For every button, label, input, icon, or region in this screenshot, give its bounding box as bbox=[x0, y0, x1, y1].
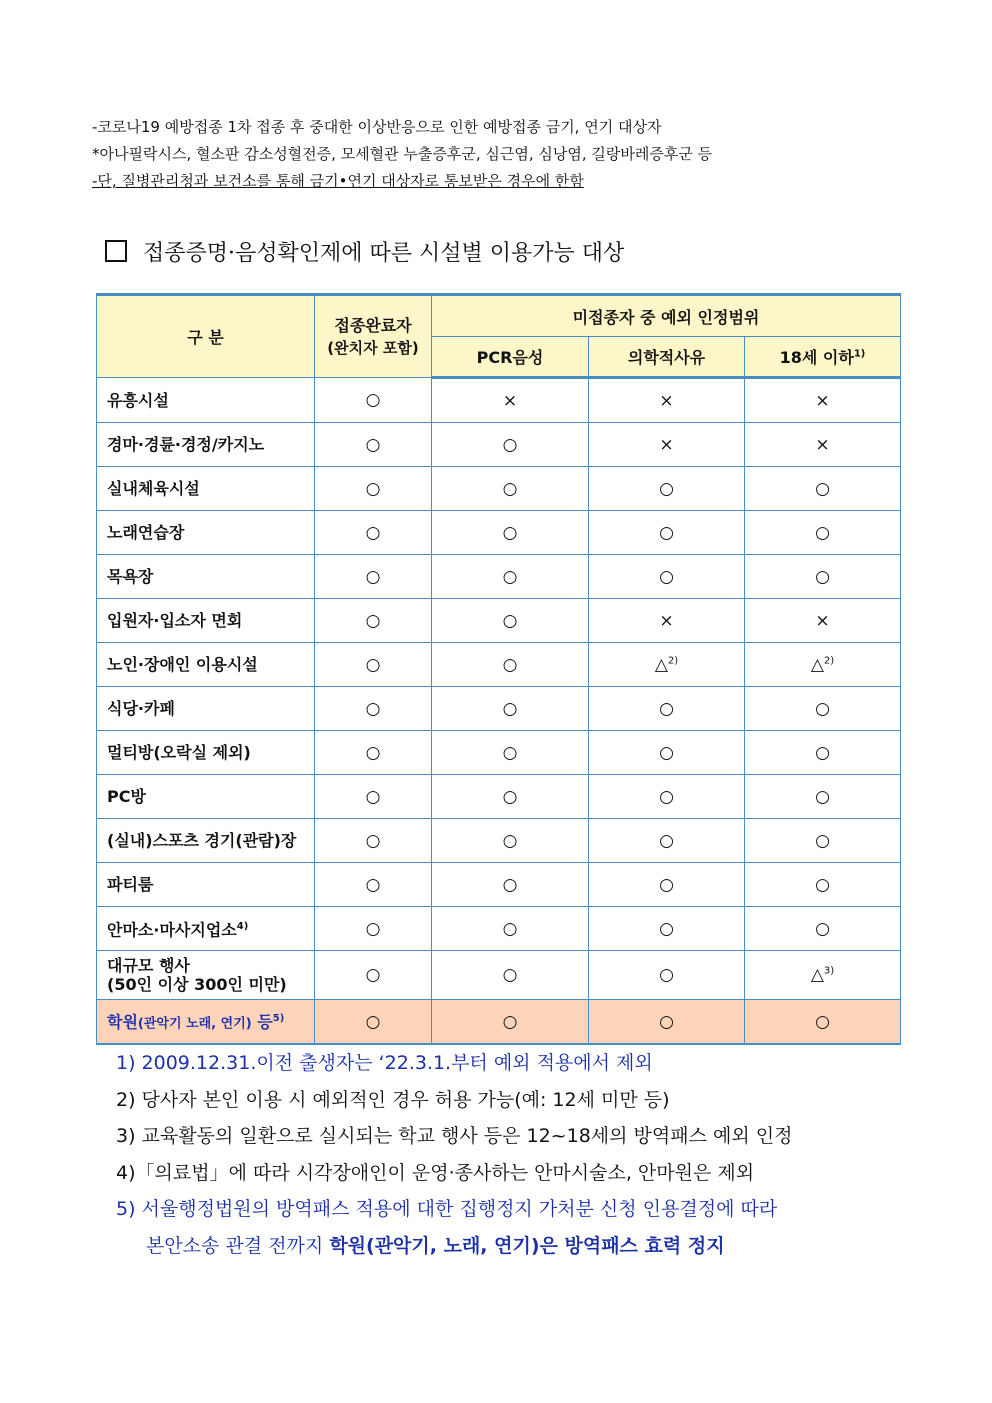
cell-pcr-mark: ○ bbox=[502, 918, 518, 939]
table-row bbox=[97, 1000, 901, 1045]
cell-medical bbox=[589, 555, 745, 599]
cell-under18-mark: ○ bbox=[815, 478, 830, 499]
row-facility bbox=[97, 775, 315, 819]
header-under18-footnote: 1) bbox=[853, 348, 866, 360]
cell-medical bbox=[589, 819, 745, 863]
cell-pcr-mark: ○ bbox=[502, 610, 518, 631]
row-facility bbox=[97, 511, 315, 555]
checkbox-square-icon bbox=[105, 240, 127, 262]
cell-under18-mark: × bbox=[815, 434, 830, 455]
cell-pcr bbox=[432, 643, 589, 687]
row-facility bbox=[97, 863, 315, 907]
row-name-footnote: 5) bbox=[272, 1013, 285, 1025]
row-name: 식당·카페 bbox=[107, 699, 175, 718]
table-row bbox=[97, 819, 901, 863]
cell-medical-mark: ○ bbox=[659, 698, 674, 719]
cell-vaccinated-mark: ○ bbox=[365, 654, 381, 675]
row-name-tail: 등 bbox=[251, 1012, 273, 1032]
cell-vaccinated-mark: ○ bbox=[365, 965, 381, 985]
cell-pcr-mark: ○ bbox=[502, 1011, 518, 1032]
cell-pcr-mark: × bbox=[502, 390, 518, 411]
intro-line-1: -코로나19 예방접종 1차 접종 후 중대한 이상반응으로 인한 예방접종 금기, 연기 대상자 bbox=[92, 118, 662, 136]
cell-under18-mark: ○ bbox=[815, 522, 830, 543]
cell-medical-footnote: 2) bbox=[667, 654, 679, 666]
row-name: 경마·경륜·경정/카지노 bbox=[107, 435, 265, 454]
cell-under18-mark: ○ bbox=[815, 786, 830, 807]
cell-under18-mark: ○ bbox=[815, 566, 830, 587]
cell-under18-mark: × bbox=[815, 610, 830, 631]
cell-medical-mark: × bbox=[659, 610, 674, 631]
cell-medical-mark: ○ bbox=[659, 478, 674, 499]
cell-vaccinated-mark: ○ bbox=[365, 786, 381, 807]
row-name: 안마소·마사지업소 bbox=[107, 920, 237, 940]
facility-table bbox=[96, 293, 901, 1045]
table-row bbox=[97, 951, 901, 1000]
row-facility bbox=[97, 378, 315, 423]
cell-vaccinated-mark: ○ bbox=[365, 434, 381, 455]
cell-pcr bbox=[432, 378, 589, 423]
cell-under18-mark: ○ bbox=[815, 742, 830, 763]
header-category: 구 분 bbox=[97, 295, 315, 378]
cell-medical bbox=[589, 687, 745, 731]
cell-pcr bbox=[432, 731, 589, 775]
table-row bbox=[97, 423, 901, 467]
footnotes bbox=[116, 1045, 916, 1264]
row-facility bbox=[97, 599, 315, 643]
intro-notes bbox=[92, 114, 912, 195]
cell-under18 bbox=[745, 731, 901, 775]
cell-medical bbox=[589, 863, 745, 907]
row-name: 목욕장 bbox=[107, 567, 154, 586]
row-name: 실내체육시설 bbox=[107, 479, 200, 498]
cell-vaccinated-mark: ○ bbox=[365, 566, 381, 587]
row-name: 멀티방(오락실 제외) bbox=[107, 743, 251, 762]
cell-under18-mark: ○ bbox=[815, 1011, 830, 1032]
cell-pcr bbox=[432, 423, 589, 467]
table-row bbox=[97, 378, 901, 423]
cell-medical bbox=[589, 511, 745, 555]
cell-pcr bbox=[432, 599, 589, 643]
table-body bbox=[97, 378, 901, 1045]
cell-vaccinated bbox=[315, 643, 432, 687]
cell-medical-mark: ○ bbox=[659, 830, 674, 851]
cell-pcr-mark: ○ bbox=[502, 742, 518, 763]
cell-pcr bbox=[432, 951, 589, 1000]
cell-vaccinated bbox=[315, 819, 432, 863]
cell-vaccinated bbox=[315, 423, 432, 467]
cell-medical bbox=[589, 951, 745, 1000]
cell-pcr-mark: ○ bbox=[502, 830, 518, 851]
intro-line-2: *아나필락시스, 혈소판 감소성혈전증, 모세혈관 누출증후군, 심근염, 심낭염, 길랑바레증후군 등 bbox=[92, 145, 713, 163]
header-medical: 의학적사유 bbox=[589, 337, 745, 378]
table-row bbox=[97, 731, 901, 775]
cell-vaccinated-mark: ○ bbox=[365, 918, 381, 939]
footnote-5-cont-text: 본안소송 관결 전까지 bbox=[146, 1234, 330, 1257]
cell-under18 bbox=[745, 511, 901, 555]
cell-vaccinated bbox=[315, 555, 432, 599]
table-row bbox=[97, 907, 901, 951]
cell-vaccinated-mark: ○ bbox=[365, 390, 381, 410]
cell-vaccinated bbox=[315, 1000, 432, 1045]
row-facility bbox=[97, 555, 315, 599]
cell-pcr bbox=[432, 863, 589, 907]
cell-pcr-mark: ○ bbox=[502, 698, 518, 719]
cell-under18 bbox=[745, 555, 901, 599]
cell-vaccinated bbox=[315, 599, 432, 643]
cell-medical-mark: × bbox=[659, 390, 674, 411]
row-name: 파티룸 bbox=[107, 875, 154, 894]
cell-vaccinated bbox=[315, 731, 432, 775]
table-row bbox=[97, 687, 901, 731]
row-facility bbox=[97, 819, 315, 863]
row-name-footnote: 4) bbox=[236, 921, 249, 933]
row-name: 노래연습장 bbox=[107, 523, 185, 542]
table-row bbox=[97, 863, 901, 907]
cell-vaccinated bbox=[315, 511, 432, 555]
cell-vaccinated-mark: ○ bbox=[365, 478, 381, 499]
header-under18-label: 18세 이하 bbox=[779, 348, 854, 367]
cell-pcr-mark: ○ bbox=[502, 874, 518, 895]
cell-under18 bbox=[745, 599, 901, 643]
cell-medical bbox=[589, 599, 745, 643]
cell-under18-mark: × bbox=[815, 390, 830, 411]
cell-pcr-mark: ○ bbox=[502, 566, 518, 587]
cell-under18-mark: △ bbox=[810, 965, 824, 985]
row-facility bbox=[97, 731, 315, 775]
cell-pcr bbox=[432, 467, 589, 511]
cell-pcr-mark: ○ bbox=[502, 522, 518, 543]
table-row bbox=[97, 775, 901, 819]
header-exception-group: 미접종자 중 예외 인정범위 bbox=[432, 295, 901, 337]
cell-medical-mark: △ bbox=[654, 654, 668, 675]
header-pcr: PCR음성 bbox=[432, 337, 589, 378]
footnote-5: 5) 서울행정법원의 방역패스 적용에 대한 집행정지 가처분 신청 인용결정에 따라 bbox=[116, 1198, 778, 1220]
header-vaccinated-sub: (완치자 포함) bbox=[327, 338, 419, 357]
cell-medical-mark: ○ bbox=[659, 786, 674, 807]
row-facility bbox=[97, 1000, 315, 1045]
cell-medical-mark: ○ bbox=[659, 566, 674, 587]
cell-medical bbox=[589, 643, 745, 687]
intro-line-3: -단, 질병관리청과 보건소를 통해 금기•연기 대상자로 통보받은 경우에 한함 bbox=[92, 172, 584, 190]
cell-medical bbox=[589, 907, 745, 951]
row-name-line2: (50인 이상 300인 미만) bbox=[107, 975, 287, 994]
cell-vaccinated-mark: ○ bbox=[365, 742, 381, 763]
table-row bbox=[97, 643, 901, 687]
cell-vaccinated-mark: ○ bbox=[365, 830, 381, 851]
cell-under18-footnote: 2) bbox=[823, 654, 835, 666]
footnote-3: 3) 교육활동의 일환으로 실시되는 학교 행사 등은 12~18세의 방역패스 예외 인정 bbox=[116, 1125, 793, 1147]
cell-pcr-mark: ○ bbox=[502, 965, 518, 985]
cell-vaccinated bbox=[315, 467, 432, 511]
cell-medical-mark: ○ bbox=[659, 874, 674, 895]
cell-under18 bbox=[745, 687, 901, 731]
table-row bbox=[97, 555, 901, 599]
cell-medical-mark: ○ bbox=[659, 742, 674, 763]
cell-medical bbox=[589, 731, 745, 775]
footnote-5-bold-text: 학원(관악기, 노래, 연기)은 방역패스 효력 정지 bbox=[329, 1234, 725, 1257]
row-name: 노인·장애인 이용시설 bbox=[107, 655, 258, 674]
cell-pcr bbox=[432, 511, 589, 555]
table-row bbox=[97, 511, 901, 555]
section-heading-text: 접종증명·음성확인제에 따른 시설별 이용가능 대상 bbox=[143, 241, 625, 266]
cell-under18-footnote: 3) bbox=[823, 965, 835, 977]
row-facility bbox=[97, 907, 315, 951]
cell-under18 bbox=[745, 378, 901, 423]
cell-pcr bbox=[432, 687, 589, 731]
table-row bbox=[97, 599, 901, 643]
cell-under18 bbox=[745, 423, 901, 467]
cell-vaccinated-mark: ○ bbox=[365, 610, 381, 631]
cell-under18 bbox=[745, 863, 901, 907]
row-name: 입원자·입소자 면회 bbox=[107, 611, 243, 630]
header-vaccinated-label: 접종완료자 bbox=[334, 315, 412, 335]
cell-medical bbox=[589, 423, 745, 467]
cell-under18 bbox=[745, 1000, 901, 1045]
cell-vaccinated bbox=[315, 775, 432, 819]
row-facility bbox=[97, 423, 315, 467]
cell-vaccinated bbox=[315, 951, 432, 1000]
cell-medical-mark: ○ bbox=[659, 1011, 674, 1032]
cell-under18-mark: ○ bbox=[815, 874, 830, 895]
cell-under18 bbox=[745, 951, 901, 1000]
cell-pcr-mark: ○ bbox=[502, 434, 518, 455]
row-name-detail: (관악기 노래, 연기) bbox=[137, 1016, 252, 1032]
cell-under18-mark: ○ bbox=[815, 918, 830, 939]
cell-vaccinated-mark: ○ bbox=[365, 1011, 381, 1032]
cell-under18-mark: ○ bbox=[815, 698, 830, 719]
row-name: 학원 bbox=[107, 1012, 138, 1032]
cell-medical-mark: ○ bbox=[659, 522, 674, 543]
cell-medical bbox=[589, 467, 745, 511]
cell-medical bbox=[589, 1000, 745, 1045]
header-under18 bbox=[745, 337, 901, 378]
row-facility bbox=[97, 643, 315, 687]
cell-medical bbox=[589, 775, 745, 819]
cell-vaccinated-mark: ○ bbox=[365, 522, 381, 543]
cell-pcr bbox=[432, 907, 589, 951]
cell-pcr bbox=[432, 555, 589, 599]
cell-pcr bbox=[432, 775, 589, 819]
cell-pcr-mark: ○ bbox=[502, 654, 518, 675]
cell-vaccinated-mark: ○ bbox=[365, 698, 381, 719]
cell-medical bbox=[589, 378, 745, 423]
header-vaccinated bbox=[315, 295, 432, 378]
cell-vaccinated bbox=[315, 687, 432, 731]
cell-pcr-mark: ○ bbox=[502, 478, 518, 499]
footnote-2: 2) 당사자 본인 이용 시 예외적인 경우 허용 가능(예: 12세 미만 등) bbox=[116, 1088, 670, 1111]
cell-medical-mark: × bbox=[659, 434, 674, 455]
cell-vaccinated bbox=[315, 907, 432, 951]
cell-vaccinated-mark: ○ bbox=[365, 874, 381, 895]
table-row bbox=[97, 467, 901, 511]
row-name: 대규모 행사 bbox=[107, 956, 190, 975]
section-heading bbox=[105, 236, 624, 267]
footnote-1: 1) 2009.12.31.이전 출생자는 ‘22.3.1.부터 예외 적용에서 제외 bbox=[116, 1052, 653, 1074]
row-facility bbox=[97, 951, 315, 1000]
cell-medical-mark: ○ bbox=[659, 918, 674, 939]
row-name: PC방 bbox=[107, 787, 146, 806]
row-name: (실내)스포츠 경기(관람)장 bbox=[107, 831, 297, 850]
cell-pcr-mark: ○ bbox=[502, 786, 518, 807]
footnote-4: 4)「의료법」에 따라 시각장애인이 운영·종사하는 안마시술소, 안마원은 제외 bbox=[116, 1161, 755, 1184]
cell-under18 bbox=[745, 819, 901, 863]
cell-pcr bbox=[432, 819, 589, 863]
cell-vaccinated bbox=[315, 378, 432, 423]
cell-under18-mark: △ bbox=[810, 654, 824, 675]
row-facility bbox=[97, 467, 315, 511]
row-name: 유흥시설 bbox=[107, 390, 169, 410]
cell-vaccinated bbox=[315, 863, 432, 907]
row-facility bbox=[97, 687, 315, 731]
cell-under18 bbox=[745, 643, 901, 687]
cell-under18 bbox=[745, 467, 901, 511]
cell-medical-mark: ○ bbox=[659, 965, 674, 985]
cell-under18-mark: ○ bbox=[815, 830, 830, 851]
cell-under18 bbox=[745, 775, 901, 819]
footnote-5-continued bbox=[116, 1228, 916, 1265]
cell-under18 bbox=[745, 907, 901, 951]
cell-pcr bbox=[432, 1000, 589, 1045]
